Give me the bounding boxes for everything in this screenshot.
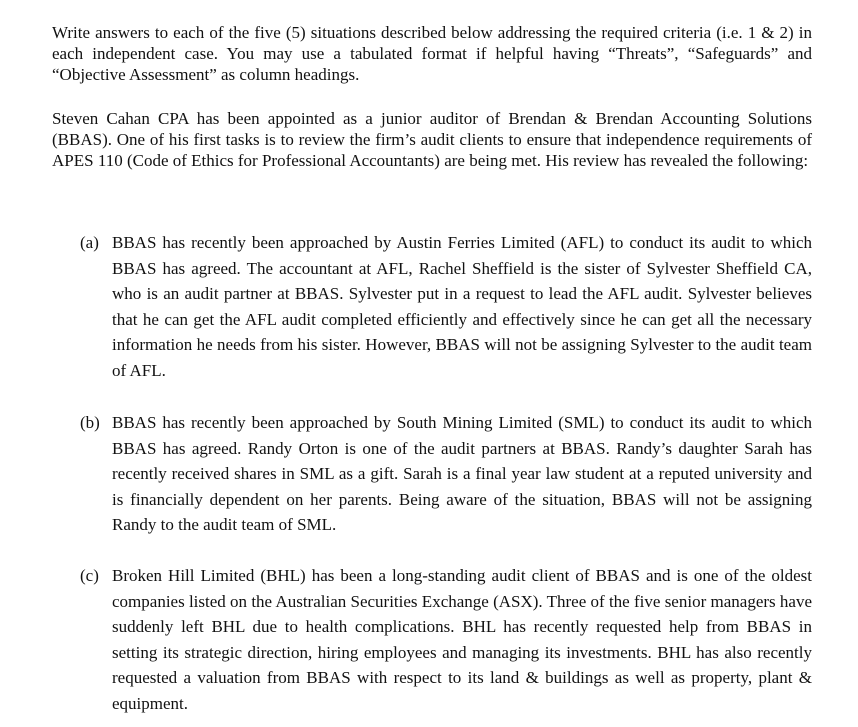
situation-text-b: BBAS has recently been approached by South Mining Limited (SML) to conduct its audit to which BBAS has agreed. Randy Orton is one of the audit partners at BBAS. Randy’s daughter Sarah has recently received shares in SML as a gift. Sarah is a final year law student at a reputed university and is financially dependent on her parents. Being aware of the situation, BBAS will not be assigning Randy to the audit team of SML.: [112, 413, 812, 534]
situation-text-a: BBAS has recently been approached by Austin Ferries Limited (AFL) to conduct its audit to which BBAS has agreed. The accountant at AFL, Rachel Sheffield is the sister of Sylvester Sheffield CA, who is an audit partner at BBAS. Sylvester put in a request to lead the AFL audit. Sylvester believes that he can get the AFL audit completed efficiently and effectively since he can get all the necessary information he needs from his sister. However, BBAS will not be assigning Sylvester to the audit team of AFL.: [112, 233, 812, 380]
situation-marker-c: (c): [80, 566, 99, 585]
situation-item-c: [80, 563, 820, 716]
scenario-paragraph: Steven Cahan CPA has been appointed as a junior auditor of Brendan & Brendan Accounting Solutions (BBAS). One of his first tasks is to review the firm’s audit clients to ensure that independence requirements of APES 110 (Code of Ethics for Professional Accountants) are being met. His review has revealed the following:: [52, 109, 812, 170]
situation-item-a: [80, 230, 820, 383]
instructions-paragraph: Write answers to each of the five (5) situations described below addressing the required criteria (i.e. 1 & 2) in each independent case. You may use a tabulated format if helpful having “Threats”, “Safeguards” and “Objective Assessment” as column headings.: [52, 23, 812, 84]
situation-marker-b: (b): [80, 413, 100, 432]
situation-marker-a: (a): [80, 233, 99, 252]
situation-item-b: [80, 410, 820, 538]
situation-text-c: Broken Hill Limited (BHL) has been a long-standing audit client of BBAS and is one of the oldest companies listed on the Australian Securities Exchange (ASX). Three of the five senior managers have suddenly left BHL due to health complications. BHL has recently requested help from BBAS in setting its strategic direction, hiring employees and managing its investments. BHL has also recently requested a valuation from BBAS with respect to its land & buildings as well as property, plant & equipment.: [112, 566, 812, 713]
